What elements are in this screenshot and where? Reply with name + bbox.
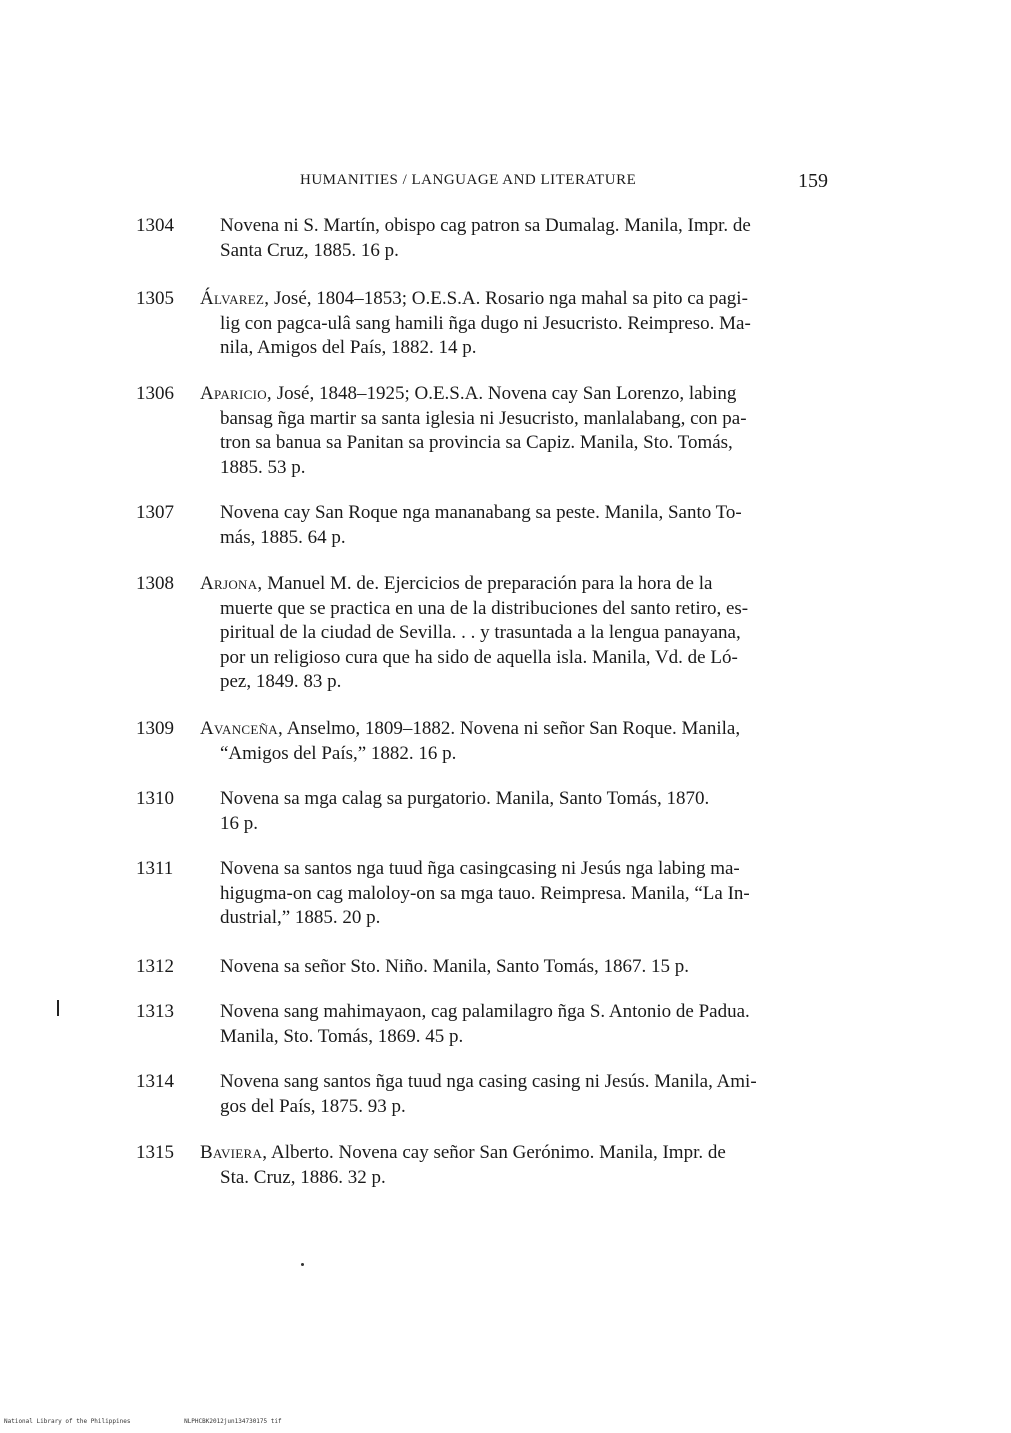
entry-line: Novena sang santos ñga tuud nga casing casing ni Jesús. Manila, Ami- <box>220 1071 757 1092</box>
running-head <box>300 170 828 194</box>
entry-number: 1314 <box>136 1071 174 1092</box>
entry-author: Avanceña, <box>200 718 284 739</box>
entry-line: “Amigos del País,” 1882. 16 p. <box>220 742 457 764</box>
scan-footer <box>4 1418 332 1425</box>
entry-line: muerte que se practica en una de la distribuciones del santo retiro, es- <box>220 597 749 619</box>
entry-line-text: Anselmo, 1809–1882. Novena ni señor San Roque. Manila, <box>286 718 741 739</box>
entry-text <box>220 955 828 980</box>
entry-text <box>200 382 828 480</box>
entry-number: 1313 <box>136 1001 174 1022</box>
entry-text <box>200 717 828 766</box>
entry-text <box>220 214 828 263</box>
entry-line-text: Manuel M. de. Ejercicios de preparación para la hora de la <box>267 573 713 594</box>
entry-line: Sta. Cruz, 1886. 32 p. <box>220 1166 386 1188</box>
entry-line: Novena sa mga calag sa purgatorio. Manila, Santo Tomás, 1870. <box>220 788 710 809</box>
entry-number: 1306 <box>136 383 174 404</box>
entry-line-text: José, 1804–1853; O.E.S.A. Rosario nga mahal sa pito ca pagi- <box>274 288 748 309</box>
entry-author: Álvarez, <box>200 288 270 309</box>
entry-line: higugma-on cag maloloy-on sa mga tauo. Reimpresa. Manila, “La In- <box>220 882 750 904</box>
entry-line <box>200 382 828 407</box>
entry-line-text: Alberto. Novena cay señor San Gerónimo. Manila, Impr. de <box>270 1142 726 1163</box>
entry-author: Aparicio, <box>200 383 272 404</box>
entry-number: 1309 <box>136 718 174 739</box>
footer-library: National Library of the Philippines <box>4 1418 131 1425</box>
entry-number: 1310 <box>136 788 174 809</box>
entry-line: lig con pagca-ulâ sang hamili ñga dugo ni Jesucristo. Reimpreso. Ma- <box>220 312 751 334</box>
entry-line: por un religioso cura que ha sido de aquella isla. Manila, Vd. de Ló- <box>220 646 738 668</box>
entry-text <box>200 572 828 695</box>
entry-text <box>220 787 828 836</box>
entry-text <box>200 287 828 361</box>
entry-line <box>200 717 828 742</box>
running-title: HUMANITIES / LANGUAGE AND LITERATURE <box>300 172 637 188</box>
entry-line <box>200 1141 828 1166</box>
entry-line <box>200 287 828 312</box>
entry-number: 1305 <box>136 288 174 309</box>
footer-scan-id: NLPHCBK2012jun134730175 tif <box>184 1418 282 1425</box>
entry-line <box>200 572 828 597</box>
entry-number: 1315 <box>136 1142 174 1163</box>
entry-line: más, 1885. 64 p. <box>220 526 346 548</box>
entry-author: Arjona, <box>200 573 263 594</box>
entry-line: gos del País, 1875. 93 p. <box>220 1095 406 1117</box>
entry-line: Novena sa señor Sto. Niño. Manila, Santo Tomás, 1867. 15 p. <box>220 956 690 977</box>
page-number: 159 <box>798 170 828 192</box>
entry-number: 1311 <box>136 858 174 879</box>
entry-text <box>220 1000 828 1049</box>
entry-line: tron sa banua sa Panitan sa provincia sa Capiz. Manila, Sto. Tomás, <box>220 432 733 453</box>
margin-mark <box>57 1000 59 1016</box>
entry-line: 16 p. <box>220 812 258 834</box>
entry-text <box>220 501 828 550</box>
entry-text <box>220 1070 828 1119</box>
entry-line: Santa Cruz, 1885. 16 p. <box>220 239 399 261</box>
entry-line: Novena sang mahimayaon, cag palamilagro ñga S. Antonio de Padua. <box>220 1001 750 1022</box>
entry-line: 1885. 53 p. <box>220 456 306 478</box>
entry-line: nila, Amigos del País, 1882. 14 p. <box>220 337 477 358</box>
entry-number: 1307 <box>136 502 174 523</box>
entry-line: bansag ñga martir sa santa iglesia ni Jesucristo, manlalabang, con pa- <box>220 407 747 429</box>
entry-text <box>200 1141 828 1190</box>
entry-line: Novena ni S. Martín, obispo cag patron sa Dumalag. Manila, Impr. de <box>220 215 751 236</box>
entry-line: Novena cay San Roque nga mananabang sa peste. Manila, Santo To- <box>220 502 742 523</box>
entry-line: dustrial,” 1885. 20 p. <box>220 907 381 928</box>
entry-text <box>220 857 828 931</box>
entry-number: 1304 <box>136 215 174 236</box>
entry-author: Baviera, <box>200 1142 268 1163</box>
entry-line: Manila, Sto. Tomás, 1869. 45 p. <box>220 1025 464 1047</box>
entry-line-text: José, 1848–1925; O.E.S.A. Novena cay San Lorenzo, labing <box>276 383 737 404</box>
entry-number: 1308 <box>136 573 174 594</box>
entry-line: piritual de la ciudad de Sevilla. . . y trasuntada a la lengua panayana, <box>220 622 741 643</box>
entry-line: pez, 1849. 83 p. <box>220 671 342 692</box>
entry-number: 1312 <box>136 956 174 977</box>
entry-line: Novena sa santos nga tuud ñga casingcasing ni Jesús nga labing ma- <box>220 858 740 879</box>
stray-dot <box>301 1263 304 1266</box>
